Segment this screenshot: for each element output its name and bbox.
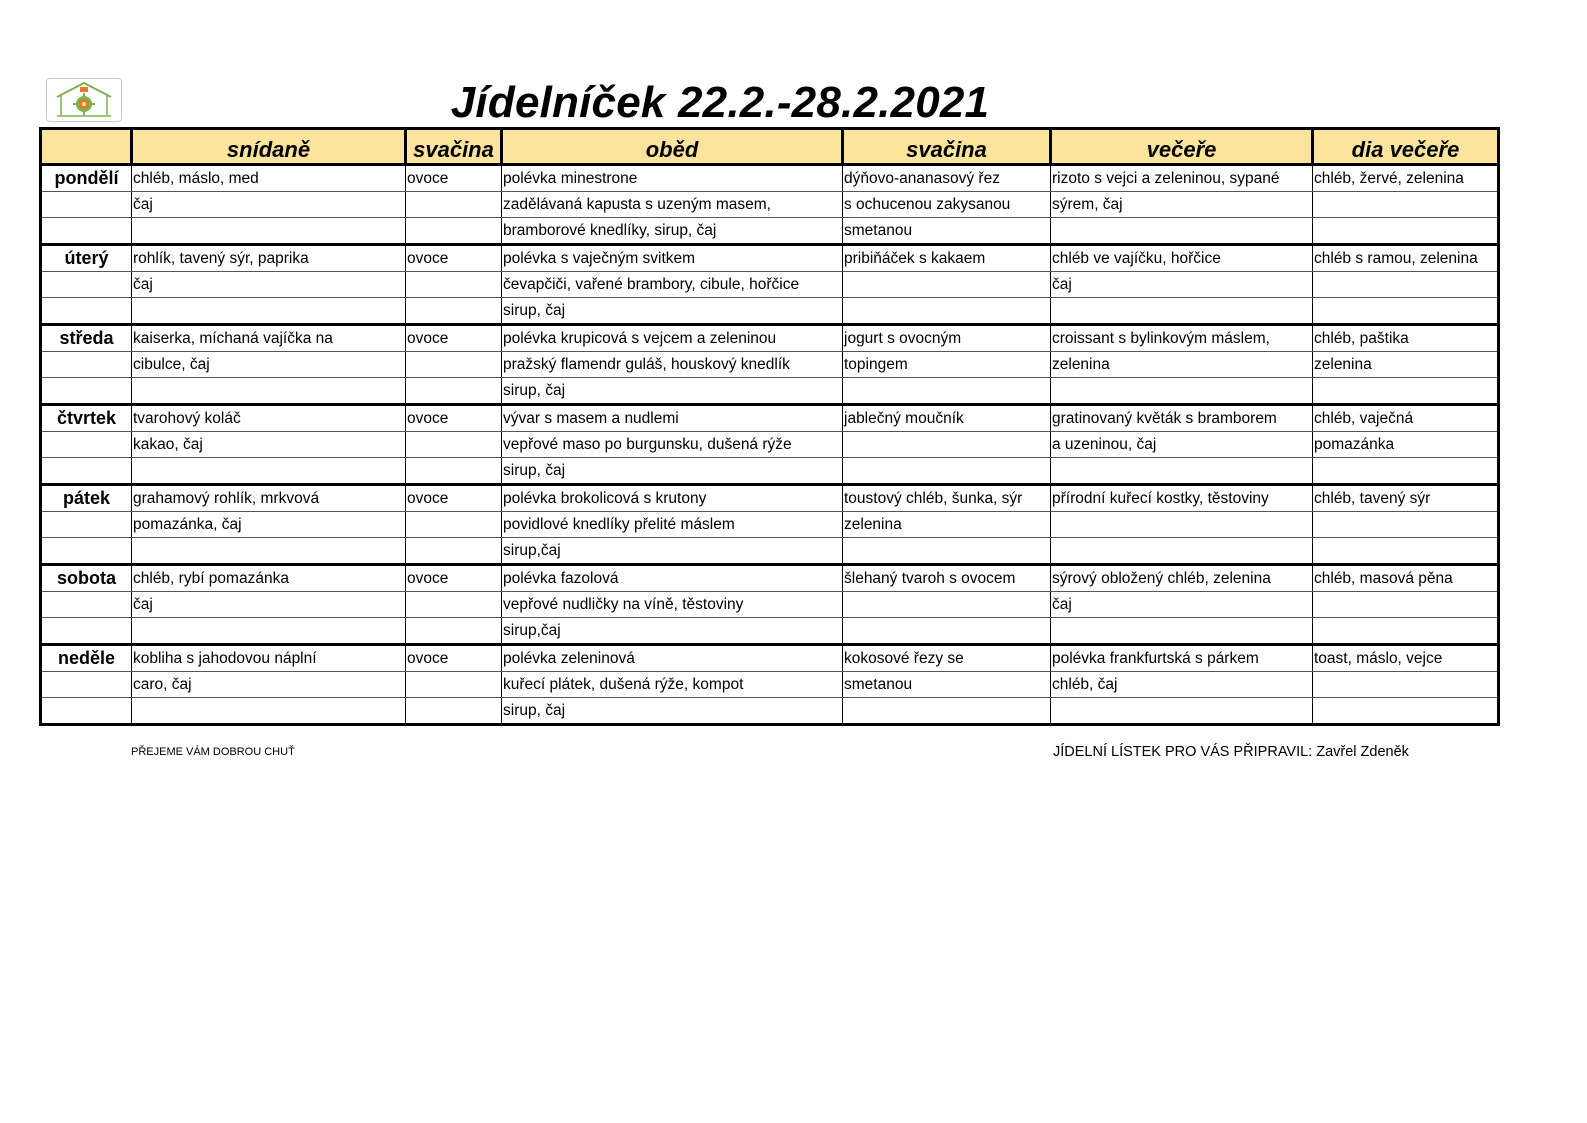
cell-lunch: sirup,čaj [502, 618, 843, 645]
cell-breakfast [132, 618, 406, 645]
day-cell-empty [41, 672, 132, 698]
menu-row [41, 565, 1499, 592]
day-cell-empty [41, 538, 132, 565]
cell-lunch: vývar s masem a nudlemi [502, 405, 843, 432]
cell-lunch: povidlové knedlíky přelité máslem [502, 512, 843, 538]
cell-dinner: čaj [1051, 592, 1313, 618]
cell-morning-snack [406, 538, 502, 565]
menu-body [41, 165, 1499, 725]
cell-dinner [1051, 618, 1313, 645]
cell-morning-snack [406, 432, 502, 458]
cell-dinner [1051, 698, 1313, 725]
cell-dinner: croissant s bylinkovým máslem, [1051, 325, 1313, 352]
cell-breakfast: cibulce, čaj [132, 352, 406, 378]
day-name: úterý [41, 245, 132, 272]
cell-morning-snack: ovoce [406, 645, 502, 672]
cell-dinner: čaj [1051, 272, 1313, 298]
cell-dinner: gratinovaný květák s bramborem [1051, 405, 1313, 432]
cell-dinner: sýrem, čaj [1051, 192, 1313, 218]
menu-row [41, 352, 1499, 378]
menu-row [41, 272, 1499, 298]
cell-diet-dinner [1313, 618, 1499, 645]
menu-row [41, 218, 1499, 245]
column-header-lunch: oběd [502, 129, 843, 165]
cell-dinner: chléb ve vajíčku, hořčice [1051, 245, 1313, 272]
column-header-diet-dinner: dia večeře [1313, 129, 1499, 165]
cell-breakfast: čaj [132, 592, 406, 618]
column-header-day [41, 129, 132, 165]
cell-afternoon-snack: s ochucenou zakysanou [843, 192, 1051, 218]
menu-row [41, 672, 1499, 698]
day-name: neděle [41, 645, 132, 672]
cell-breakfast [132, 458, 406, 485]
cell-diet-dinner [1313, 458, 1499, 485]
header-row [41, 129, 1499, 165]
cell-dinner [1051, 378, 1313, 405]
cell-diet-dinner: chléb, paštika [1313, 325, 1499, 352]
day-cell-empty [41, 592, 132, 618]
menu-row [41, 405, 1499, 432]
cell-breakfast: caro, čaj [132, 672, 406, 698]
day-cell-empty [41, 218, 132, 245]
cell-afternoon-snack: kokosové řezy se [843, 645, 1051, 672]
menu-row [41, 245, 1499, 272]
cell-lunch: sirup, čaj [502, 298, 843, 325]
cell-diet-dinner: chléb, masová pěna [1313, 565, 1499, 592]
cell-afternoon-snack [843, 458, 1051, 485]
cell-diet-dinner [1313, 298, 1499, 325]
cell-diet-dinner: pomazánka [1313, 432, 1499, 458]
cell-breakfast: chléb, rybí pomazánka [132, 565, 406, 592]
cell-breakfast [132, 378, 406, 405]
cell-morning-snack: ovoce [406, 565, 502, 592]
cell-diet-dinner [1313, 218, 1499, 245]
day-cell-empty [41, 298, 132, 325]
cell-lunch: sirup,čaj [502, 538, 843, 565]
cell-breakfast [132, 538, 406, 565]
cell-afternoon-snack [843, 298, 1051, 325]
cell-lunch: zadělávaná kapusta s uzeným masem, [502, 192, 843, 218]
cell-breakfast: čaj [132, 272, 406, 298]
cell-afternoon-snack [843, 592, 1051, 618]
cell-lunch: sirup, čaj [502, 378, 843, 405]
footer-greeting: PŘEJEME VÁM DOBROU CHUŤ [131, 746, 295, 758]
cell-dinner: chléb, čaj [1051, 672, 1313, 698]
menu-table [39, 127, 1500, 726]
cell-afternoon-snack [843, 432, 1051, 458]
cell-morning-snack: ovoce [406, 245, 502, 272]
cell-afternoon-snack [843, 272, 1051, 298]
cell-breakfast: kobliha s jahodovou náplní [132, 645, 406, 672]
cell-morning-snack [406, 458, 502, 485]
cell-morning-snack [406, 272, 502, 298]
day-cell-empty [41, 458, 132, 485]
menu-row [41, 618, 1499, 645]
day-name: středa [41, 325, 132, 352]
cell-breakfast [132, 298, 406, 325]
cell-breakfast: pomazánka, čaj [132, 512, 406, 538]
cell-afternoon-snack: jablečný moučník [843, 405, 1051, 432]
cell-afternoon-snack: pribiňáček s kakaem [843, 245, 1051, 272]
cell-morning-snack: ovoce [406, 405, 502, 432]
cell-morning-snack [406, 192, 502, 218]
cell-morning-snack [406, 592, 502, 618]
cell-afternoon-snack: jogurt s ovocným [843, 325, 1051, 352]
cell-diet-dinner: chléb, tavený sýr [1313, 485, 1499, 512]
menu-row [41, 192, 1499, 218]
day-cell-empty [41, 378, 132, 405]
menu-row [41, 325, 1499, 352]
cell-morning-snack: ovoce [406, 325, 502, 352]
cell-morning-snack [406, 618, 502, 645]
cell-breakfast: kaiserka, míchaná vajíčka na [132, 325, 406, 352]
cell-breakfast: čaj [132, 192, 406, 218]
cell-breakfast [132, 218, 406, 245]
cell-dinner [1051, 538, 1313, 565]
cell-lunch: bramborové knedlíky, sirup, čaj [502, 218, 843, 245]
cell-dinner [1051, 512, 1313, 538]
cell-diet-dinner: chléb s ramou, zelenina [1313, 245, 1499, 272]
column-header-dinner: večeře [1051, 129, 1313, 165]
cell-afternoon-snack: dýňovo-ananasový řez [843, 165, 1051, 192]
cell-dinner: a uzeninou, čaj [1051, 432, 1313, 458]
cell-morning-snack [406, 218, 502, 245]
day-cell-empty [41, 192, 132, 218]
cell-afternoon-snack: smetanou [843, 218, 1051, 245]
menu-row [41, 298, 1499, 325]
cell-lunch: vepřové maso po burgunsku, dušená rýže [502, 432, 843, 458]
column-header-breakfast: snídaně [132, 129, 406, 165]
cell-morning-snack: ovoce [406, 485, 502, 512]
cell-diet-dinner [1313, 672, 1499, 698]
column-header-morning-snack: svačina [406, 129, 502, 165]
cell-lunch: polévka brokolicová s krutony [502, 485, 843, 512]
cell-morning-snack [406, 698, 502, 725]
cell-breakfast: kakao, čaj [132, 432, 406, 458]
cell-lunch: vepřové nudličky na víně, těstoviny [502, 592, 843, 618]
cell-lunch: sirup, čaj [502, 698, 843, 725]
cell-diet-dinner [1313, 378, 1499, 405]
cell-dinner [1051, 218, 1313, 245]
cell-dinner: přírodní kuřecí kostky, těstoviny [1051, 485, 1313, 512]
menu-row [41, 432, 1499, 458]
day-cell-empty [41, 698, 132, 725]
cell-afternoon-snack [843, 698, 1051, 725]
cell-breakfast: grahamový rohlík, mrkvová [132, 485, 406, 512]
cell-lunch: kuřecí plátek, dušená rýže, kompot [502, 672, 843, 698]
cell-breakfast [132, 698, 406, 725]
cell-breakfast: chléb, máslo, med [132, 165, 406, 192]
menu-row [41, 645, 1499, 672]
cell-dinner: sýrový obložený chléb, zelenina [1051, 565, 1313, 592]
cell-afternoon-snack: zelenina [843, 512, 1051, 538]
cell-morning-snack [406, 352, 502, 378]
day-cell-empty [41, 618, 132, 645]
cell-diet-dinner [1313, 592, 1499, 618]
cell-afternoon-snack: topingem [843, 352, 1051, 378]
cell-diet-dinner: zelenina [1313, 352, 1499, 378]
cell-diet-dinner [1313, 538, 1499, 565]
menu-row [41, 512, 1499, 538]
cell-dinner [1051, 458, 1313, 485]
menu-row [41, 698, 1499, 725]
day-name: čtvrtek [41, 405, 132, 432]
cell-afternoon-snack: šlehaný tvaroh s ovocem [843, 565, 1051, 592]
cell-lunch: polévka fazolová [502, 565, 843, 592]
menu-row [41, 165, 1499, 192]
cell-morning-snack [406, 672, 502, 698]
cell-diet-dinner [1313, 512, 1499, 538]
day-cell-empty [41, 432, 132, 458]
menu-row [41, 485, 1499, 512]
day-name: pátek [41, 485, 132, 512]
menu-row [41, 458, 1499, 485]
cell-dinner [1051, 298, 1313, 325]
menu-row [41, 538, 1499, 565]
menu-row [41, 592, 1499, 618]
cell-diet-dinner [1313, 698, 1499, 725]
footer-author: JÍDELNÍ LÍSTEK PRO VÁS PŘIPRAVIL: Zavřel Zdeněk [1053, 744, 1409, 760]
cell-breakfast: rohlík, tavený sýr, paprika [132, 245, 406, 272]
cell-dinner: rizoto s vejci a zeleninou, sypané [1051, 165, 1313, 192]
cell-dinner: zelenina [1051, 352, 1313, 378]
cell-diet-dinner: toast, máslo, vejce [1313, 645, 1499, 672]
cell-afternoon-snack [843, 378, 1051, 405]
menu-row [41, 378, 1499, 405]
column-header-afternoon-snack: svačina [843, 129, 1051, 165]
cell-afternoon-snack: smetanou [843, 672, 1051, 698]
cell-dinner: polévka frankfurtská s párkem [1051, 645, 1313, 672]
day-cell-empty [41, 272, 132, 298]
cell-morning-snack [406, 512, 502, 538]
cell-afternoon-snack [843, 618, 1051, 645]
cell-diet-dinner: chléb, vaječná [1313, 405, 1499, 432]
cell-morning-snack [406, 298, 502, 325]
day-name: pondělí [41, 165, 132, 192]
page-title: Jídelníček 22.2.-28.2.2021 [450, 78, 990, 127]
day-name: sobota [41, 565, 132, 592]
cell-afternoon-snack [843, 538, 1051, 565]
cell-lunch: polévka krupicová s vejcem a zeleninou [502, 325, 843, 352]
cell-lunch: polévka s vaječným svitkem [502, 245, 843, 272]
cell-afternoon-snack: toustový chléb, šunka, sýr [843, 485, 1051, 512]
cell-diet-dinner: chléb, žervé, zelenina [1313, 165, 1499, 192]
cell-morning-snack [406, 378, 502, 405]
cell-morning-snack: ovoce [406, 165, 502, 192]
cell-lunch: pražský flamendr guláš, houskový knedlík [502, 352, 843, 378]
cell-diet-dinner [1313, 192, 1499, 218]
day-cell-empty [41, 512, 132, 538]
cell-breakfast: tvarohový koláč [132, 405, 406, 432]
day-cell-empty [41, 352, 132, 378]
cell-lunch: polévka minestrone [502, 165, 843, 192]
cell-diet-dinner [1313, 272, 1499, 298]
cell-lunch: sirup, čaj [502, 458, 843, 485]
cell-lunch: čevapčiči, vařené brambory, cibule, hořčice [502, 272, 843, 298]
cell-lunch: polévka zeleninová [502, 645, 843, 672]
